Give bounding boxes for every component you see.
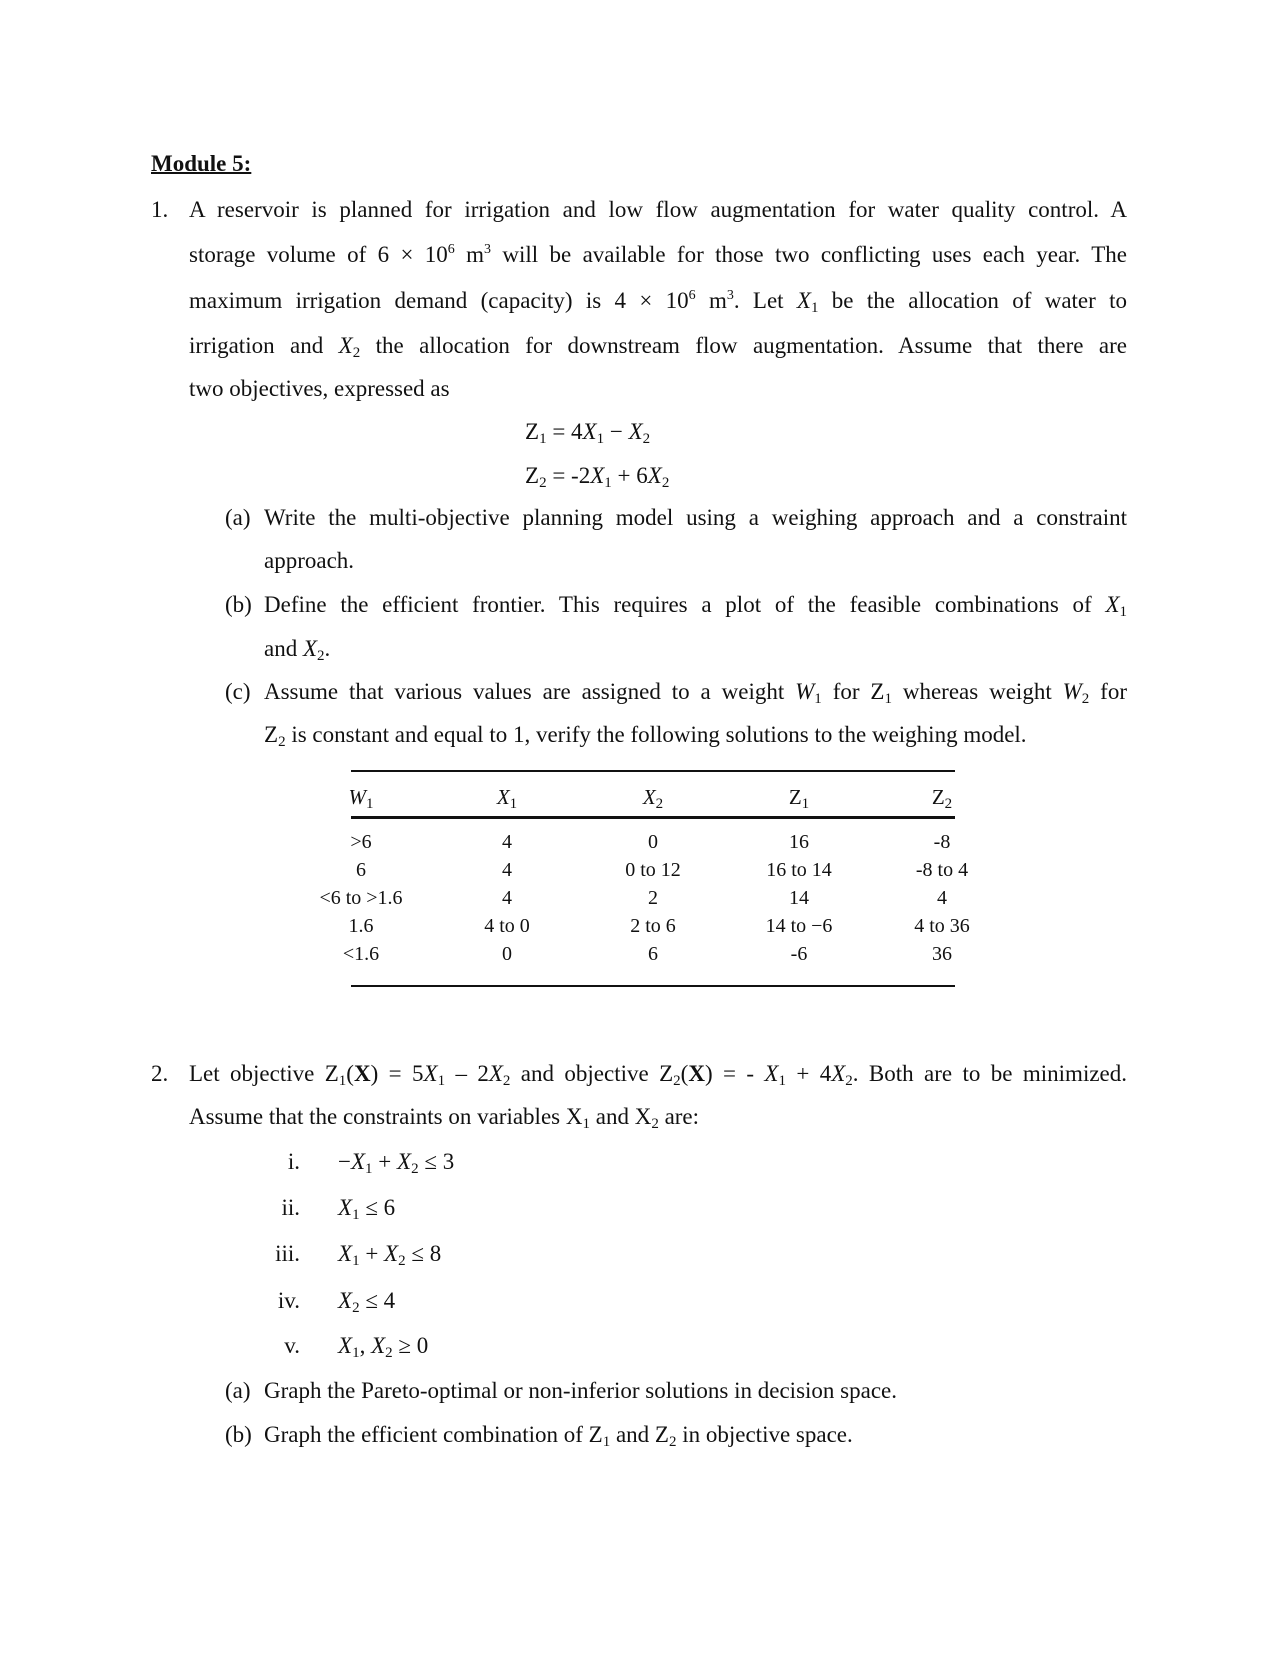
table-top-rule <box>351 770 955 772</box>
constraint-expression <box>338 1149 455 1177</box>
constraint-number: iv. <box>277 1288 300 1313</box>
bold-var: X <box>353 1061 371 1086</box>
expr-part: X <box>338 1288 353 1313</box>
text-fragment: 1 <box>814 691 822 707</box>
table-cell: 4 <box>502 859 512 881</box>
text-fragment: 2 <box>642 431 651 447</box>
expr-part: ≤ 3 <box>418 1149 455 1174</box>
text: the allocation for downstream flow augmentation. Assume that there are <box>360 333 1127 358</box>
expr-part: 2 <box>398 1253 406 1269</box>
text-fragment: 1 <box>884 691 892 707</box>
text-fragment: X <box>590 463 605 488</box>
expr-part: , <box>359 1333 372 1358</box>
text: m <box>695 288 727 313</box>
text-fragment: 1 <box>596 431 605 447</box>
sub: 1 <box>338 1073 347 1089</box>
constraint-number: ii. <box>281 1195 300 1220</box>
text: two objectives, expressed as <box>189 376 450 401</box>
sup: 3 <box>726 288 734 303</box>
q2-line-2 <box>189 1104 700 1132</box>
expr-part: X <box>338 1241 353 1266</box>
table-cell: -6 <box>790 943 808 965</box>
q1-line-4 <box>189 333 1127 361</box>
table-cell: 1.6 <box>348 915 374 937</box>
table-cell: 4 <box>502 831 512 853</box>
text-fragment: Assume that various values are assigned to a weight <box>264 679 796 704</box>
text: and objective Z <box>510 1061 674 1086</box>
var: X <box>796 288 811 313</box>
expr-part: X <box>350 1149 366 1174</box>
text: . Both are to be minimized. <box>852 1061 1127 1086</box>
text: will be available for those two conflicting uses each year. The <box>491 242 1127 267</box>
q1-line-5 <box>189 377 450 400</box>
constraint-expression <box>338 1288 396 1316</box>
expr-part: 1 <box>365 1161 373 1177</box>
q2-part-b-label: (b) <box>225 1422 252 1447</box>
equation-z1 <box>525 419 651 447</box>
text: ( <box>680 1061 689 1086</box>
text-fragment: 2 <box>651 1116 659 1132</box>
table-cell: 16 to 14 <box>766 859 832 881</box>
text: – 2 <box>445 1061 489 1086</box>
text-fragment: + 6 <box>611 463 648 488</box>
sub: 1 <box>810 300 819 316</box>
text-fragment: − <box>604 419 629 444</box>
expr-part: − <box>338 1149 351 1174</box>
module-title: Module 5: <box>151 151 252 176</box>
text-fragment: 1 <box>1119 604 1127 620</box>
part-b-line-2 <box>264 636 331 664</box>
text-fragment: 2 <box>1081 691 1090 707</box>
header-sub: 1 <box>366 796 374 812</box>
text-fragment: X <box>302 636 318 661</box>
text-fragment: X <box>647 463 662 488</box>
sub: 2 <box>502 1073 511 1089</box>
q1-line-3 <box>189 288 1127 316</box>
var: X <box>338 333 353 358</box>
q2-part-b-text <box>264 1422 853 1450</box>
text: m <box>454 242 485 267</box>
part-a-line-1 <box>264 506 1127 529</box>
text-fragment: W <box>1062 679 1082 704</box>
text-fragment: 1 <box>602 1434 611 1450</box>
table-bottom-rule <box>351 985 955 987</box>
text-fragment: 2 <box>668 1434 677 1450</box>
table-cell: 6 <box>356 859 366 881</box>
table-cell: 14 to −6 <box>765 915 833 937</box>
text-fragment: X <box>582 419 597 444</box>
var: X <box>764 1061 779 1086</box>
text-fragment: = 4 <box>546 419 583 444</box>
sup: 3 <box>484 242 492 257</box>
text-fragment: Assume that the constraints on variables X <box>189 1104 583 1129</box>
text-fragment: in objective space. <box>676 1422 853 1447</box>
text: . Let <box>733 288 797 313</box>
question-2-number: 2. <box>151 1061 169 1086</box>
constraint-number: i. <box>287 1149 300 1174</box>
table-cell: -8 to 4 <box>915 859 969 881</box>
text: irrigation and <box>189 333 339 358</box>
expr-part: 1 <box>352 1345 360 1361</box>
table-header-cell <box>578 785 728 812</box>
text-fragment: 1 <box>604 475 612 491</box>
equation-z2 <box>525 463 670 491</box>
text-fragment: W <box>795 679 815 704</box>
constraint-number: iii. <box>275 1241 300 1266</box>
table-cell: >6 <box>350 831 372 853</box>
text-fragment: X <box>1105 592 1120 617</box>
text-fragment: for <box>1089 679 1127 704</box>
table-cell: 4 to 0 <box>484 915 530 937</box>
text-fragment: = -2 <box>546 463 591 488</box>
question-1-number: 1. <box>151 197 169 222</box>
text-fragment: is constant and equal to 1, verify the following solutions to the weighing model. <box>285 722 1027 747</box>
header-sub: 1 <box>509 796 518 812</box>
text-fragment: are: <box>658 1104 700 1129</box>
q2-part-a-text: Graph the Pareto-optimal or non-inferior solutions in decision space. <box>264 1378 897 1403</box>
part-c-line-2 <box>264 722 1027 750</box>
text: A reservoir is planned for irrigation and low flow augmentation for water quality control. A <box>189 197 1127 222</box>
table-cell: 4 to 36 <box>914 915 970 937</box>
text-fragment: Z <box>264 722 279 747</box>
expr-part: X <box>397 1149 412 1174</box>
text-fragment: 2 <box>317 648 325 664</box>
bold-var: X <box>688 1061 705 1086</box>
header-sub: 2 <box>655 796 664 812</box>
sub: 1 <box>778 1073 786 1089</box>
table-header-cell <box>724 785 874 812</box>
constraint-expression <box>338 1241 442 1269</box>
part-a-line-2: approach. <box>264 548 355 573</box>
expr-part: ≥ 0 <box>392 1333 429 1358</box>
expr-part: X <box>338 1195 353 1220</box>
expr-part: + <box>372 1149 398 1174</box>
part-c-label: (c) <box>225 679 251 704</box>
sup: 6 <box>688 288 696 303</box>
text: storage volume of 6 × 10 <box>189 242 448 267</box>
part-b-line-1 <box>264 592 1127 620</box>
expr-part: 1 <box>352 1207 360 1223</box>
header-var: Z <box>931 785 945 809</box>
text-fragment: for Z <box>821 679 885 704</box>
table-cell: 0 <box>502 943 512 965</box>
q2-line-1 <box>189 1061 1127 1089</box>
header-sub: 2 <box>944 796 953 812</box>
expr-part: X <box>338 1333 353 1358</box>
text: maximum irrigation demand (capacity) is 4 × 10 <box>189 288 689 313</box>
header-var: Z <box>788 785 802 809</box>
table-header-cell <box>867 785 1017 812</box>
table-cell: 36 <box>932 943 952 965</box>
sub: 2 <box>673 1073 681 1089</box>
text-fragment: 2 <box>539 475 547 491</box>
expr-part: ≤ 6 <box>359 1195 396 1220</box>
expr-part: 2 <box>411 1161 419 1177</box>
sub: 2 <box>352 345 361 361</box>
table-cell: 0 <box>648 831 658 853</box>
table-cell: <1.6 <box>342 943 380 965</box>
table-cell: -8 <box>933 831 951 853</box>
expr-part: ≤ 8 <box>405 1241 442 1266</box>
table-cell: 4 <box>937 887 947 909</box>
text: be the allocation of water to <box>818 288 1127 313</box>
text-fragment: 2 <box>661 475 670 491</box>
table-header-cell <box>432 785 582 812</box>
header-var: W <box>348 785 366 809</box>
q2-part-a-label: (a) <box>225 1378 251 1403</box>
expr-part: X <box>371 1333 386 1358</box>
table-header-cell <box>286 785 436 812</box>
table-cell: 0 to 12 <box>625 859 681 881</box>
expr-part: 2 <box>385 1345 393 1361</box>
sub: 2 <box>845 1073 853 1089</box>
text-fragment: and <box>264 636 303 661</box>
part-c-line-1 <box>264 679 1127 707</box>
var: X <box>488 1061 503 1086</box>
table-cell: 14 <box>789 887 809 909</box>
table-cell: 6 <box>648 943 658 965</box>
expr-part: 2 <box>352 1300 360 1316</box>
header-sub: 1 <box>801 796 810 812</box>
text-fragment: 1 <box>582 1116 590 1132</box>
text-fragment: 2 <box>278 734 286 750</box>
text-fragment: Graph the efficient combination of Z <box>264 1422 603 1447</box>
var: X <box>423 1061 438 1086</box>
text: Let objective Z <box>189 1061 339 1086</box>
text: ( <box>346 1061 354 1086</box>
text: + 4 <box>785 1061 832 1086</box>
text-fragment: Write the multi-objective planning model using a weighing approach and a constraint <box>264 505 1127 530</box>
sub: 1 <box>437 1073 446 1089</box>
text-fragment: X <box>628 419 643 444</box>
table-cell: 4 <box>502 887 512 909</box>
table-cell: <6 to >1.6 <box>319 887 403 909</box>
header-var: X <box>642 785 656 809</box>
part-b-label: (b) <box>225 592 252 617</box>
expr-part: X <box>384 1241 399 1266</box>
text: ) = - <box>704 1061 765 1086</box>
sup: 6 <box>447 242 455 257</box>
expr-part: + <box>359 1241 385 1266</box>
header-var: X <box>496 785 510 809</box>
text-fragment: and X <box>589 1104 652 1129</box>
text-fragment: whereas weight <box>891 679 1063 704</box>
q1-line-1 <box>189 198 1127 221</box>
constraint-number: v. <box>284 1333 300 1358</box>
q1-line-2 <box>189 243 1127 266</box>
table-header-rule <box>351 816 955 819</box>
part-a-label: (a) <box>225 505 251 530</box>
expr-part: ≤ 4 <box>359 1288 396 1313</box>
text: ) = 5 <box>370 1061 424 1086</box>
table-cell: 2 <box>648 887 658 909</box>
text-fragment: Z <box>525 419 540 444</box>
var: X <box>831 1061 846 1086</box>
constraint-expression <box>338 1195 396 1223</box>
constraint-expression <box>338 1333 429 1361</box>
table-cell: 2 to 6 <box>630 915 676 937</box>
text-fragment: . <box>324 636 331 661</box>
text-fragment: Define the efficient frontier. This requires a plot of the feasible combinations of <box>264 592 1106 617</box>
text-fragment: Z <box>525 463 540 488</box>
expr-part: 1 <box>352 1253 360 1269</box>
text-fragment: 1 <box>539 431 547 447</box>
table-cell: 16 <box>789 831 809 853</box>
text-fragment: and Z <box>610 1422 669 1447</box>
